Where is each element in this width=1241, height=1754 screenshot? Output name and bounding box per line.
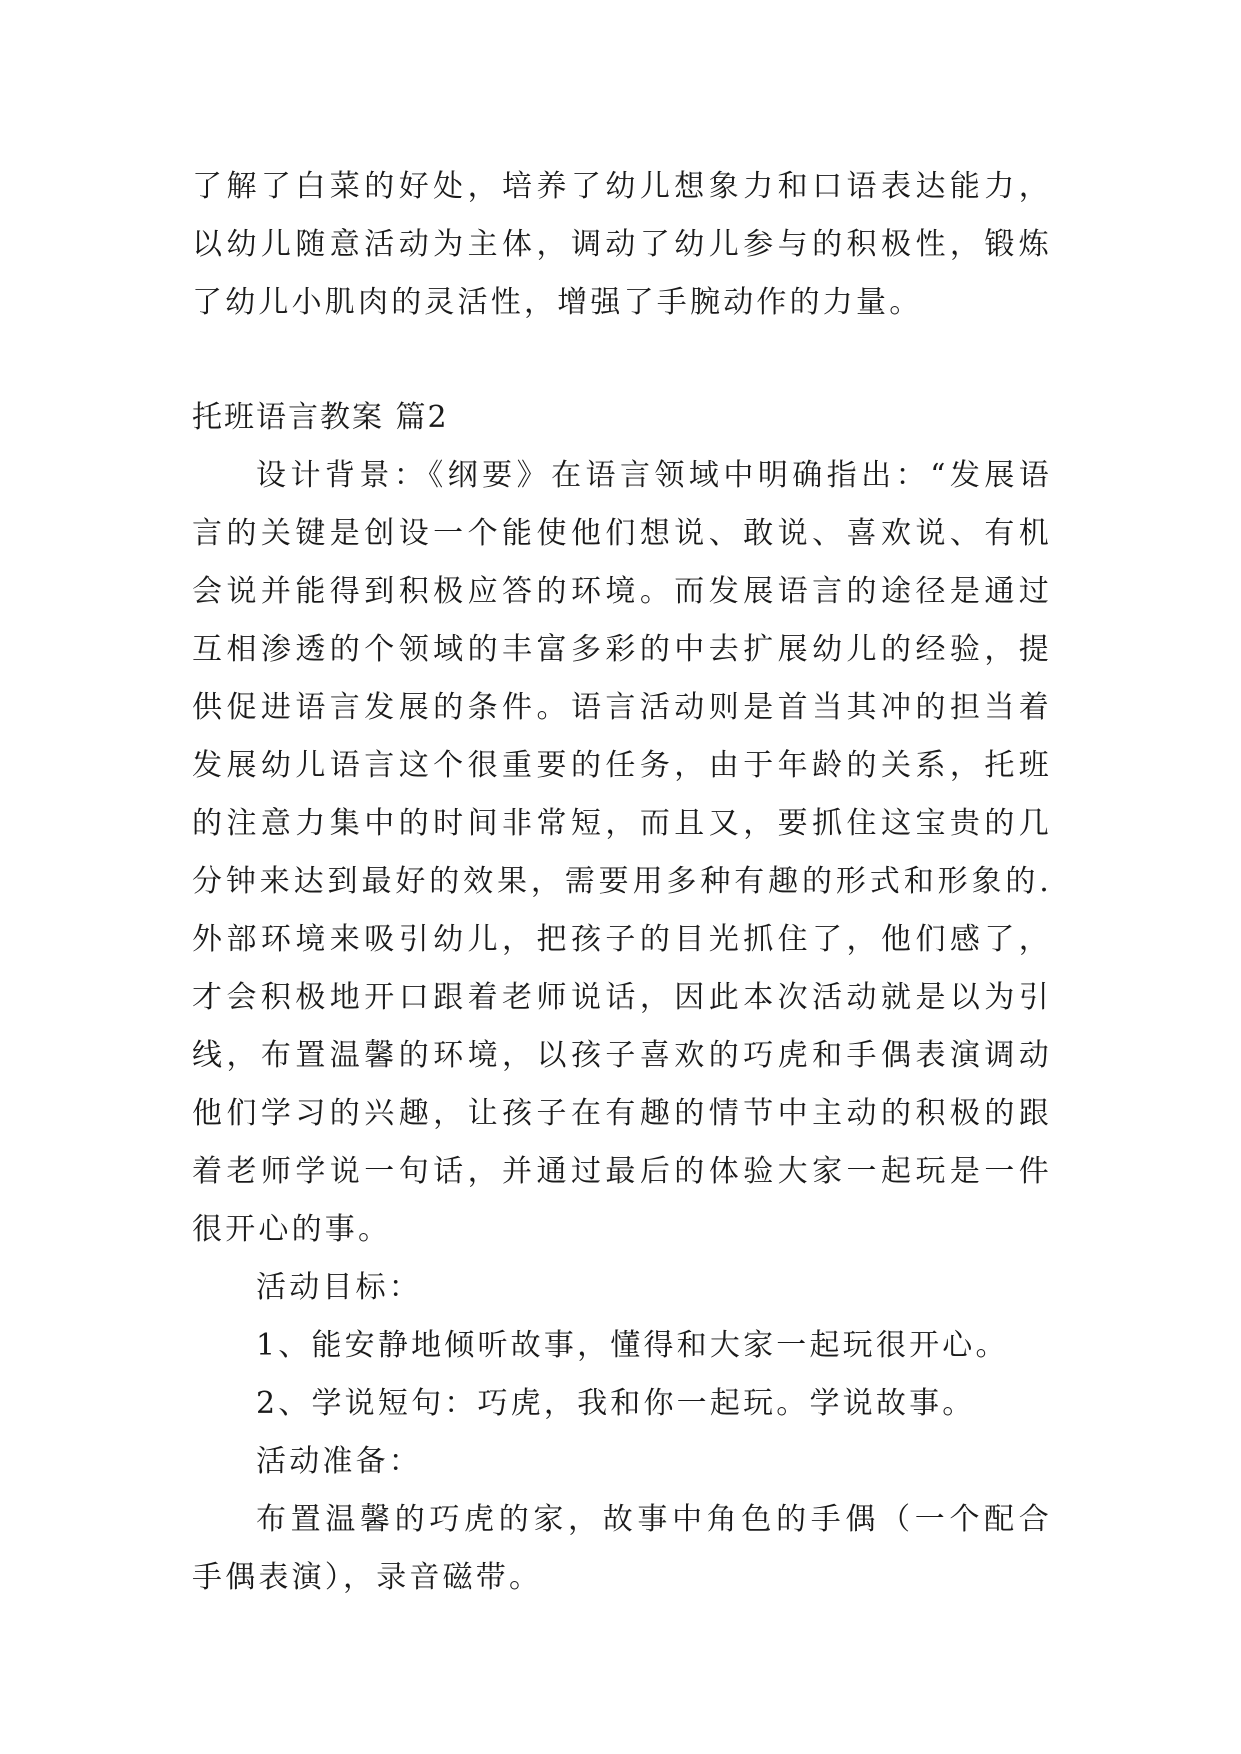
- intro-paragraph: 了解了白菜的好处，培养了幼儿想象力和口语表达能力，以幼儿随意活动为主体，调动了幼儿参与的积极性，锻炼了幼儿小肌肉的灵活性，增强了手腕动作的力量。: [192, 169, 1052, 320]
- prep-title: 活动准备：: [256, 1444, 422, 1479]
- goals-title: 活动目标：: [256, 1270, 422, 1305]
- intro-block: [192, 158, 1052, 332]
- goal-item-1: 1、能安静地倾听故事，懂得和大家一起玩很开心。: [256, 1328, 1009, 1363]
- section-block: [192, 389, 1052, 1607]
- background-paragraph: 设计背景：《纲要》在语言领域中明确指出：“发展语言的关键是创设一个能使他们想说、敢说、喜欢说、有机会说并能得到积极应答的环境。而发展语言的途径是通过互相渗透的个领域的丰富多彩的中去扩展幼儿的经验，提供促进语言发展的条件。语言活动则是首当其冲的担当着发展幼儿语言这个很重要的任务，由于年龄的关系，托班的注意力集中的时间非常短，而且又，要抓住这宝贵的几分钟来达到最好的效果，需要用多种有趣的形式和形象的.外部环境来吸引幼儿，把孩子的目光抓住了，他们感了，才会积极地开口跟着老师说话，因此本次活动就是以为引线，布置温馨的环境，以孩子喜欢的巧虎和手偶表演调动他们学习的兴趣，让孩子在有趣的情节中主动的积极的跟着老师学说一句话，并通过最后的体验大家一起玩是一件很开心的事。: [192, 458, 1052, 1247]
- goal-item-2: 2、学说短句：巧虎，我和你一起玩。学说故事。: [256, 1386, 976, 1421]
- section-heading: 托班语言教案 篇2: [192, 400, 449, 435]
- prep-paragraph: 布置温馨的巧虎的家，故事中角色的手偶（一个配合手偶表演），录音磁带。: [192, 1502, 1052, 1595]
